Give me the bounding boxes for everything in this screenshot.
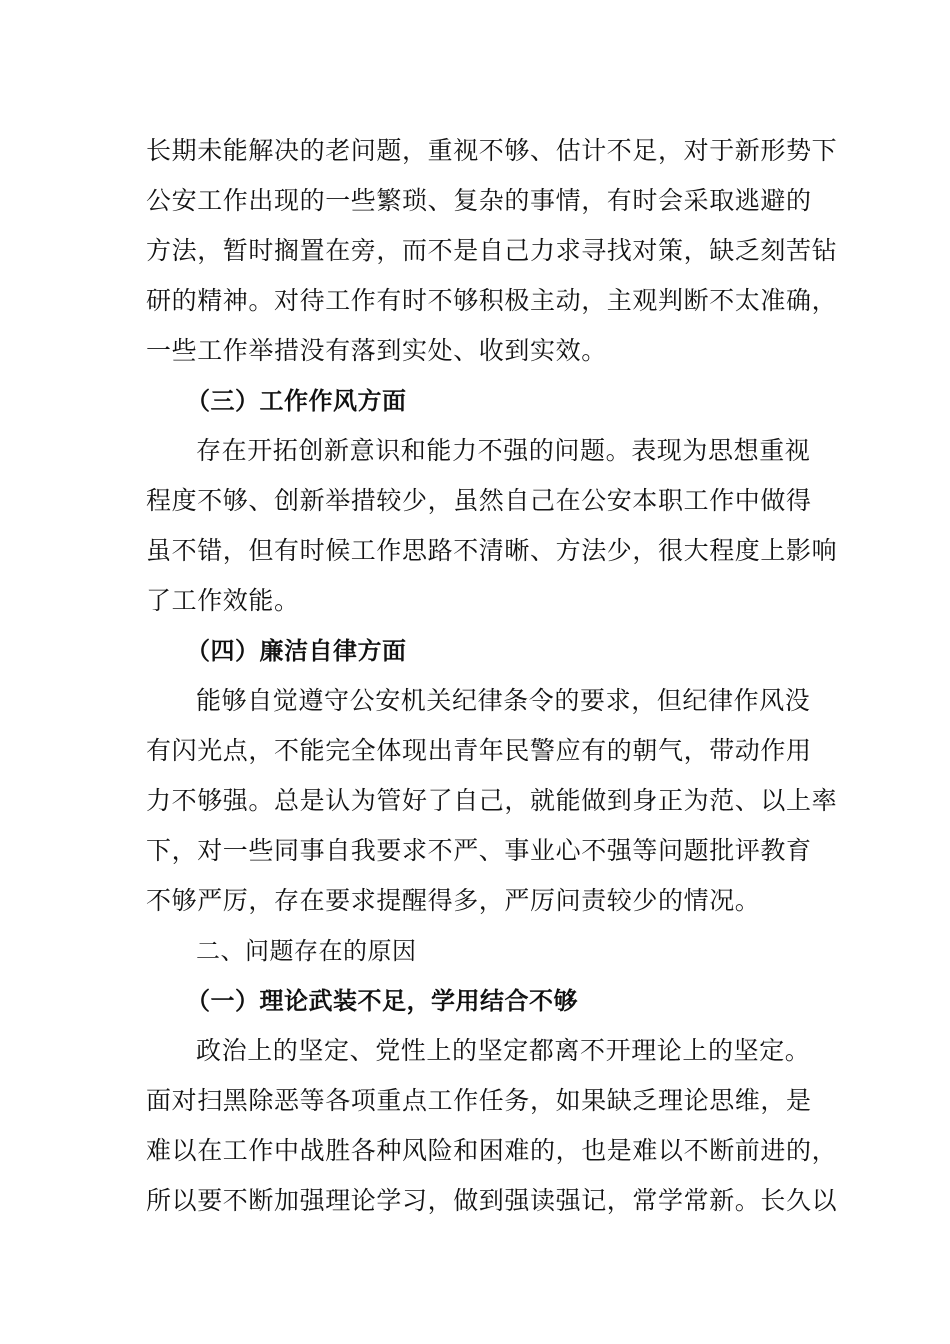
- section-heading-theory: （一）理论武装不足，学用结合不够: [186, 987, 578, 1015]
- paragraph-line: 方法，暂时搁置在旁，而不是自己力求寻找对策，缺乏刻苦钻: [146, 236, 838, 265]
- paragraph-line: 难以在工作中战胜各种风险和困难的，也是难以不断前进的，: [146, 1136, 838, 1165]
- paragraph-line: 有闪光点，不能完全体现出青年民警应有的朝气，带动作用: [146, 736, 812, 765]
- paragraph-line: 存在开拓创新意识和能力不强的问题。表现为思想重视: [196, 436, 811, 465]
- paragraph-line: 一些工作举措没有落到实处、收到实效。: [146, 336, 607, 365]
- paragraph-line: 面对扫黑除恶等各项重点工作任务，如果缺乏理论思维，是: [146, 1086, 812, 1115]
- section-heading-integrity: （四）廉洁自律方面: [186, 637, 407, 665]
- paragraph-line: 了工作效能。: [146, 586, 300, 615]
- section-heading-work-style: （三）工作作风方面: [186, 387, 407, 415]
- paragraph-line: 不够严厉，存在要求提醒得多，严厉问责较少的情况。: [146, 886, 761, 915]
- paragraph-line: 虽不错，但有时候工作思路不清晰、方法少，很大程度上影响: [146, 536, 838, 565]
- paragraph-line: 公安工作出现的一些繁琐、复杂的事情，有时会采取逃避的: [146, 186, 812, 215]
- paragraph-line: 长期未能解决的老问题，重视不够、估计不足，对于新形势下: [146, 136, 838, 165]
- paragraph-line: 研的精神。对待工作有时不够积极主动，主观判断不太准确，: [146, 286, 838, 315]
- paragraph-line: 政治上的坚定、党性上的坚定都离不开理论上的坚定。: [196, 1036, 811, 1065]
- paragraph-line: 能够自觉遵守公安机关纪律条令的要求，但纪律作风没: [196, 686, 811, 715]
- paragraph-line: 力不够强。总是认为管好了自己，就能做到身正为范、以上率: [146, 786, 838, 815]
- paragraph-line: 下，对一些同事自我要求不严、事业心不强等问题批评教育: [146, 836, 812, 865]
- chapter-heading-causes: 二、问题存在的原因: [196, 937, 417, 965]
- paragraph-line: 程度不够、创新举措较少，虽然自己在公安本职工作中做得: [146, 486, 812, 515]
- paragraph-line: 所以要不断加强理论学习，做到强读强记，常学常新。长久以: [146, 1186, 838, 1215]
